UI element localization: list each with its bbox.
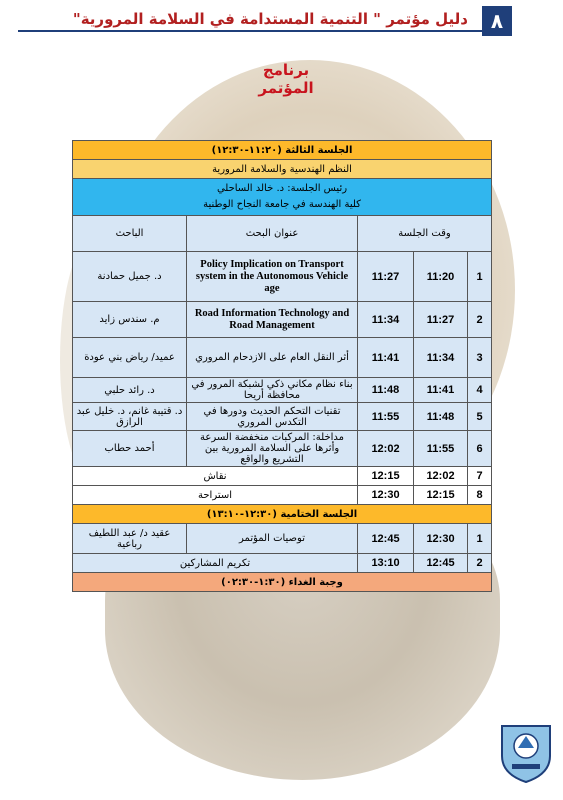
session-theme-row xyxy=(73,160,492,179)
table-row xyxy=(73,486,492,505)
row-start-time: 12:30 xyxy=(414,524,468,554)
row-researcher: د. قتيبة غانم، د. خليل عبد الرازق xyxy=(73,403,187,431)
table-row xyxy=(73,403,492,431)
row-start-time: 11:41 xyxy=(414,378,468,403)
schedule-table xyxy=(72,140,492,592)
row-paper-title: بناء نظام مكاني ذكي لشبكة المرور في محافظة أريحا xyxy=(187,378,358,403)
row-number: 3 xyxy=(468,338,492,378)
table-row xyxy=(73,338,492,378)
table-row xyxy=(73,252,492,302)
lunch-row xyxy=(73,573,492,592)
session-heading: الجلسة الثالثة (١١:٢٠-١٢:٣٠) xyxy=(73,141,492,160)
row-end-time: 12:02 xyxy=(358,431,414,467)
table-row xyxy=(73,302,492,338)
row-researcher: أحمد حطاب xyxy=(73,431,187,467)
row-start-time: 11:48 xyxy=(414,403,468,431)
header-title: دليل مؤتمر " التنمية المستدامة في السلامة المرورية" xyxy=(72,10,468,28)
row-researcher: م. سندس زايد xyxy=(73,302,187,338)
column-header-row xyxy=(73,216,492,252)
row-start-time: 12:15 xyxy=(414,486,468,505)
table-row xyxy=(73,467,492,486)
row-number: 5 xyxy=(468,403,492,431)
row-end-time: 12:15 xyxy=(358,467,414,486)
session-chair: رئيس الجلسة: د. خالد الساحلي xyxy=(216,183,348,194)
row-number: 6 xyxy=(468,431,492,467)
table-row xyxy=(73,378,492,403)
table-row xyxy=(73,524,492,554)
col-header-researcher: الباحث xyxy=(73,216,187,252)
row-end-time: 11:27 xyxy=(358,252,414,302)
session-chair-affiliation: كلية الهندسة في جامعة النجاح الوطنية xyxy=(203,199,361,210)
row-start-time: 11:34 xyxy=(414,338,468,378)
page-number: ٨ xyxy=(482,6,512,36)
row-end-time: 11:55 xyxy=(358,403,414,431)
row-start-time: 12:02 xyxy=(414,467,468,486)
col-header-title: عنوان البحث xyxy=(187,216,358,252)
row-paper-title: مداخلة: المركبات منخفضة السرعة وأثرها على السلامة المرورية بين التشريع والواقع xyxy=(187,431,358,467)
row-number: 7 xyxy=(468,467,492,486)
row-paper-title: تكريم المشاركين xyxy=(73,554,358,573)
lunch-break: وجبة الغداء (١:٣٠-٠٢:٣٠) xyxy=(73,573,492,592)
session-heading-row xyxy=(73,141,492,160)
row-paper-title: Policy Implication on Transport system in the Autonomous Vehicle age xyxy=(187,252,358,302)
row-start-time: 11:27 xyxy=(414,302,468,338)
closing-session-heading: الجلسة الختامية (١٢:٣٠-١٣:١٠) xyxy=(73,505,492,524)
closing-heading-row xyxy=(73,505,492,524)
row-paper-title: نقاش xyxy=(73,467,358,486)
row-researcher: عقيد د/ عبد اللطيف رباعية xyxy=(73,524,187,554)
row-number: 2 xyxy=(468,554,492,573)
row-end-time: 12:45 xyxy=(358,524,414,554)
row-end-time: 11:41 xyxy=(358,338,414,378)
row-number: 4 xyxy=(468,378,492,403)
program-title: برنامج المؤتمر xyxy=(258,61,314,97)
row-number: 8 xyxy=(468,486,492,505)
row-researcher: عميد/ رياض بني عودة xyxy=(73,338,187,378)
row-end-time: 11:34 xyxy=(358,302,414,338)
row-end-time: 11:48 xyxy=(358,378,414,403)
row-number: 1 xyxy=(468,252,492,302)
table-row xyxy=(73,554,492,573)
row-number: 2 xyxy=(468,302,492,338)
session-chair-row xyxy=(73,179,492,216)
col-header-time: وقت الجلسة xyxy=(358,216,492,252)
row-researcher: د. رائد حلبي xyxy=(73,378,187,403)
row-start-time: 11:55 xyxy=(414,431,468,467)
row-researcher: د. جميل حمادنة xyxy=(73,252,187,302)
row-start-time: 12:45 xyxy=(414,554,468,573)
row-paper-title: تقنيات التحكم الحديث ودورها في التكدس المروري xyxy=(187,403,358,431)
table-row xyxy=(73,431,492,467)
row-paper-title: أثر النقل العام على الازدحام المروري xyxy=(187,338,358,378)
row-start-time: 11:20 xyxy=(414,252,468,302)
row-end-time: 13:10 xyxy=(358,554,414,573)
row-paper-title: استراحة xyxy=(73,486,358,505)
row-number: 1 xyxy=(468,524,492,554)
police-college-logo xyxy=(498,722,554,784)
row-paper-title: Road Information Technology and Road Management xyxy=(187,302,358,338)
session-theme: النظم الهندسية والسلامة المرورية xyxy=(73,160,492,179)
row-paper-title: توصيات المؤتمر xyxy=(187,524,358,554)
row-end-time: 12:30 xyxy=(358,486,414,505)
